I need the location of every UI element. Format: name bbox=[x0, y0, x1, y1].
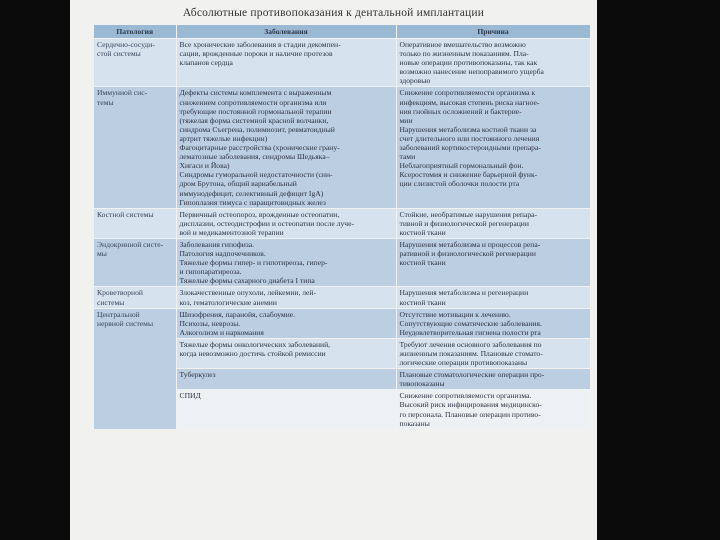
cell-text-line: Синдромы гуморальной недостаточности (син- bbox=[179, 170, 333, 180]
disease-cell bbox=[176, 390, 396, 429]
reason-cell bbox=[396, 238, 590, 286]
cell-text-line: Сердечно-сосуди- bbox=[97, 40, 155, 49]
cell-text-line: костной ткани bbox=[399, 227, 446, 237]
cell-text-line: Заболевания гипофиза. bbox=[179, 239, 255, 249]
cell-text-line: возможно нанесение непоправимого ущерба bbox=[399, 67, 544, 77]
disease-cell bbox=[176, 39, 396, 87]
disease-cell bbox=[176, 287, 396, 308]
reason-cell bbox=[396, 369, 590, 390]
contraindications-table bbox=[94, 25, 591, 430]
column-header: Причина bbox=[396, 25, 590, 39]
cell-text-line: коз, гематологические анемии bbox=[179, 297, 277, 307]
cell-text-line: логические операции противопоказаны bbox=[399, 358, 528, 368]
cell-text-line: дром Брутона, общий вариабельный bbox=[179, 179, 297, 189]
cell-text-line: клапанов сердца bbox=[179, 58, 233, 68]
table-row bbox=[94, 39, 590, 87]
cell-text-line: инфекциям, высокая степень риска нагное- bbox=[399, 97, 540, 107]
cell-text-line: жизненным показаниям. Плановые стомато- bbox=[399, 349, 543, 358]
cell-text-line: тивной и физиологической регенерации bbox=[399, 218, 529, 228]
table-header-row bbox=[94, 25, 590, 39]
cell-text-line: Сопутствующие соматические заболевания. bbox=[399, 318, 542, 328]
cell-text-line: требующие постоянной гормональной терапии bbox=[179, 106, 332, 116]
pathology-cell bbox=[94, 308, 176, 429]
cell-text-line: Эндокринной систе- bbox=[97, 239, 164, 249]
cell-text-line: Неблагоприятный гормональный фон. bbox=[399, 161, 524, 171]
cell-text-line: Шизофрения, паранойя, слабоумие. bbox=[179, 309, 296, 319]
cell-text-line: заболеваний кортикостероидными препара- bbox=[399, 143, 541, 153]
disease-cell bbox=[176, 208, 396, 238]
reason-cell bbox=[396, 390, 590, 429]
disease-cell bbox=[176, 369, 396, 390]
cell-text-line: Хигаси и Йова) bbox=[179, 161, 230, 171]
reason-cell bbox=[396, 39, 590, 87]
cell-text-line: го персонала. Плановые операции противо- bbox=[399, 409, 541, 419]
disease-cell bbox=[176, 338, 396, 368]
cell-text-line: Оперативное вмешательство возможно bbox=[399, 40, 526, 49]
disease-cell bbox=[176, 87, 396, 208]
cell-text-line: СПИД bbox=[179, 391, 201, 401]
table-row bbox=[94, 308, 590, 338]
disease-cell bbox=[176, 238, 396, 286]
cell-text-line: Все хронические заболевания в стадии декомпен- bbox=[179, 40, 341, 49]
cell-text-line: снижением сопротивляемости организма или bbox=[179, 97, 327, 107]
cell-text-line: и гипопаратиреоза. bbox=[179, 267, 242, 277]
pathology-cell bbox=[94, 238, 176, 286]
cell-text-line: ния гнойных осложнений и бактерие- bbox=[399, 106, 522, 116]
table-row bbox=[94, 87, 590, 208]
cell-text-line: новые операции противопоказаны, так как bbox=[399, 58, 538, 68]
column-header: Заболевания bbox=[176, 25, 396, 39]
cell-text-line: лематозные заболевания, синдромы Шедьяка– bbox=[179, 152, 330, 162]
pathology-cell bbox=[94, 208, 176, 238]
cell-text-line: Отсутствие мотивации к лечению. bbox=[399, 309, 511, 319]
reason-cell bbox=[396, 87, 590, 208]
cell-text-line: сации, врожденные пороки и наличие протезов bbox=[179, 49, 333, 59]
cell-text-line: костной ткани bbox=[399, 258, 446, 268]
cell-text-line: Алкоголизм и наркомания bbox=[179, 327, 264, 337]
cell-text-line: Гипоплазия тимуса с паращитовидных желез bbox=[179, 197, 326, 207]
cell-text-line: Тяжелые формы онкологических заболеваний, bbox=[179, 339, 331, 349]
cell-text-line: тивопоказаны bbox=[399, 379, 445, 389]
cell-text-line: артрит тяжелые инфекции) bbox=[179, 133, 268, 143]
pathology-cell bbox=[94, 39, 176, 87]
cell-text-line: Высокий риск инфицирования медицинско- bbox=[399, 400, 542, 410]
cell-text-line: Плановые стоматологические операции про- bbox=[399, 370, 545, 380]
left-black-margin bbox=[0, 0, 70, 540]
cell-text-line: Фагоцитарные расстройства (хронические грану- bbox=[179, 143, 340, 153]
cell-text-line: Нарушения метаболизма и регенерации bbox=[399, 288, 529, 298]
cell-text-line: вой и медикаментозной терапии bbox=[179, 227, 284, 237]
cell-text-line: Снижение сопротивляемости организма. bbox=[399, 391, 532, 401]
cell-text-line: системы bbox=[97, 297, 125, 307]
cell-text-line: Злокачественные опухоли, лейкемии, лей- bbox=[179, 288, 316, 298]
cell-text-line: (тяжелая форма системной красной волчанки, bbox=[179, 115, 329, 125]
cell-text-line: Тяжелые формы сахарного диабета I типа bbox=[179, 276, 315, 286]
cell-text-line: показаны bbox=[399, 418, 430, 428]
cell-text-line: стой системы bbox=[97, 49, 141, 59]
cell-text-line: счет длительного или постоянного лечения bbox=[399, 133, 540, 143]
cell-text-line: Туберкулез bbox=[179, 370, 216, 380]
reason-cell bbox=[396, 338, 590, 368]
cell-text-line: тами bbox=[399, 152, 416, 162]
table-row bbox=[94, 287, 590, 308]
cell-text-line: мии bbox=[399, 115, 413, 125]
disease-cell bbox=[176, 308, 396, 338]
right-black-margin bbox=[597, 0, 720, 540]
cell-text-line: Неудовлетворительная гигиена полости рта bbox=[399, 327, 541, 337]
cell-text-line: синдрома Съегрена, полимиозит, ревматоидный bbox=[179, 124, 335, 134]
cell-text-line: Первичный остеопороз, врожденные остеопатии, bbox=[179, 209, 340, 219]
reason-cell bbox=[396, 287, 590, 308]
cell-text-line: ративной и физиологической регенерации bbox=[399, 249, 536, 259]
cell-text-line: только по жизненным показаниям. Пла- bbox=[399, 49, 529, 59]
cell-text-line: иммунодефицит, селективный дефицит IgA) bbox=[179, 188, 324, 198]
cell-text-line: Стойкие, необратимые нарушения репара- bbox=[399, 209, 538, 219]
cell-text-line: костной ткани bbox=[399, 297, 446, 307]
reason-cell bbox=[396, 308, 590, 338]
pathology-cell bbox=[94, 287, 176, 308]
pathology-cell bbox=[94, 87, 176, 208]
cell-text-line: Нарушения метаболизма и процессов репа- bbox=[399, 239, 541, 249]
cell-text-line: Ксеростомия и снижение барьерной функ- bbox=[399, 170, 538, 180]
table-row bbox=[94, 238, 590, 286]
cell-text-line: темы bbox=[97, 97, 114, 107]
cell-text-line: Дефекты системы комплемента с выраженным bbox=[179, 88, 332, 98]
cell-text-line: Центральной bbox=[97, 309, 140, 319]
cell-text-line: Снижение сопротивляемости организма к bbox=[399, 88, 536, 98]
cell-text-line: Патология надпочечников. bbox=[179, 249, 266, 259]
cell-text-line: Требуют лечения основного заболевания по bbox=[399, 339, 542, 349]
reason-cell bbox=[396, 208, 590, 238]
cell-text-line: Тяжелые формы гипер- и гипотиреоза, гипер- bbox=[179, 258, 328, 268]
cell-text-line: Кроветворной bbox=[97, 288, 143, 298]
cell-text-line: нервной системы bbox=[97, 318, 154, 328]
scanned-page bbox=[70, 0, 597, 540]
column-header: Патология bbox=[94, 25, 176, 39]
cell-text-line: дисплазии, остеодистрофии и остеопатии после луче- bbox=[179, 218, 354, 228]
cell-text-line: Нарушения метаболизма костной ткани за bbox=[399, 124, 537, 134]
table-row bbox=[94, 208, 590, 238]
cell-text-line: здоровью bbox=[399, 76, 431, 86]
cell-text-line: когда невозможно достичь стойкой ремиссии bbox=[179, 349, 326, 358]
cell-text-line: мы bbox=[97, 249, 107, 259]
cell-text-line: Костной системы bbox=[97, 209, 154, 219]
cell-text-line: Иммунной сис- bbox=[97, 88, 148, 98]
cell-text-line: Психозы, неврозы. bbox=[179, 318, 241, 328]
page-title: Абсолютные противопоказания к дентальной имплантации bbox=[182, 7, 485, 19]
cell-text-line: ции слизистой оболочки полости рта bbox=[399, 179, 520, 189]
